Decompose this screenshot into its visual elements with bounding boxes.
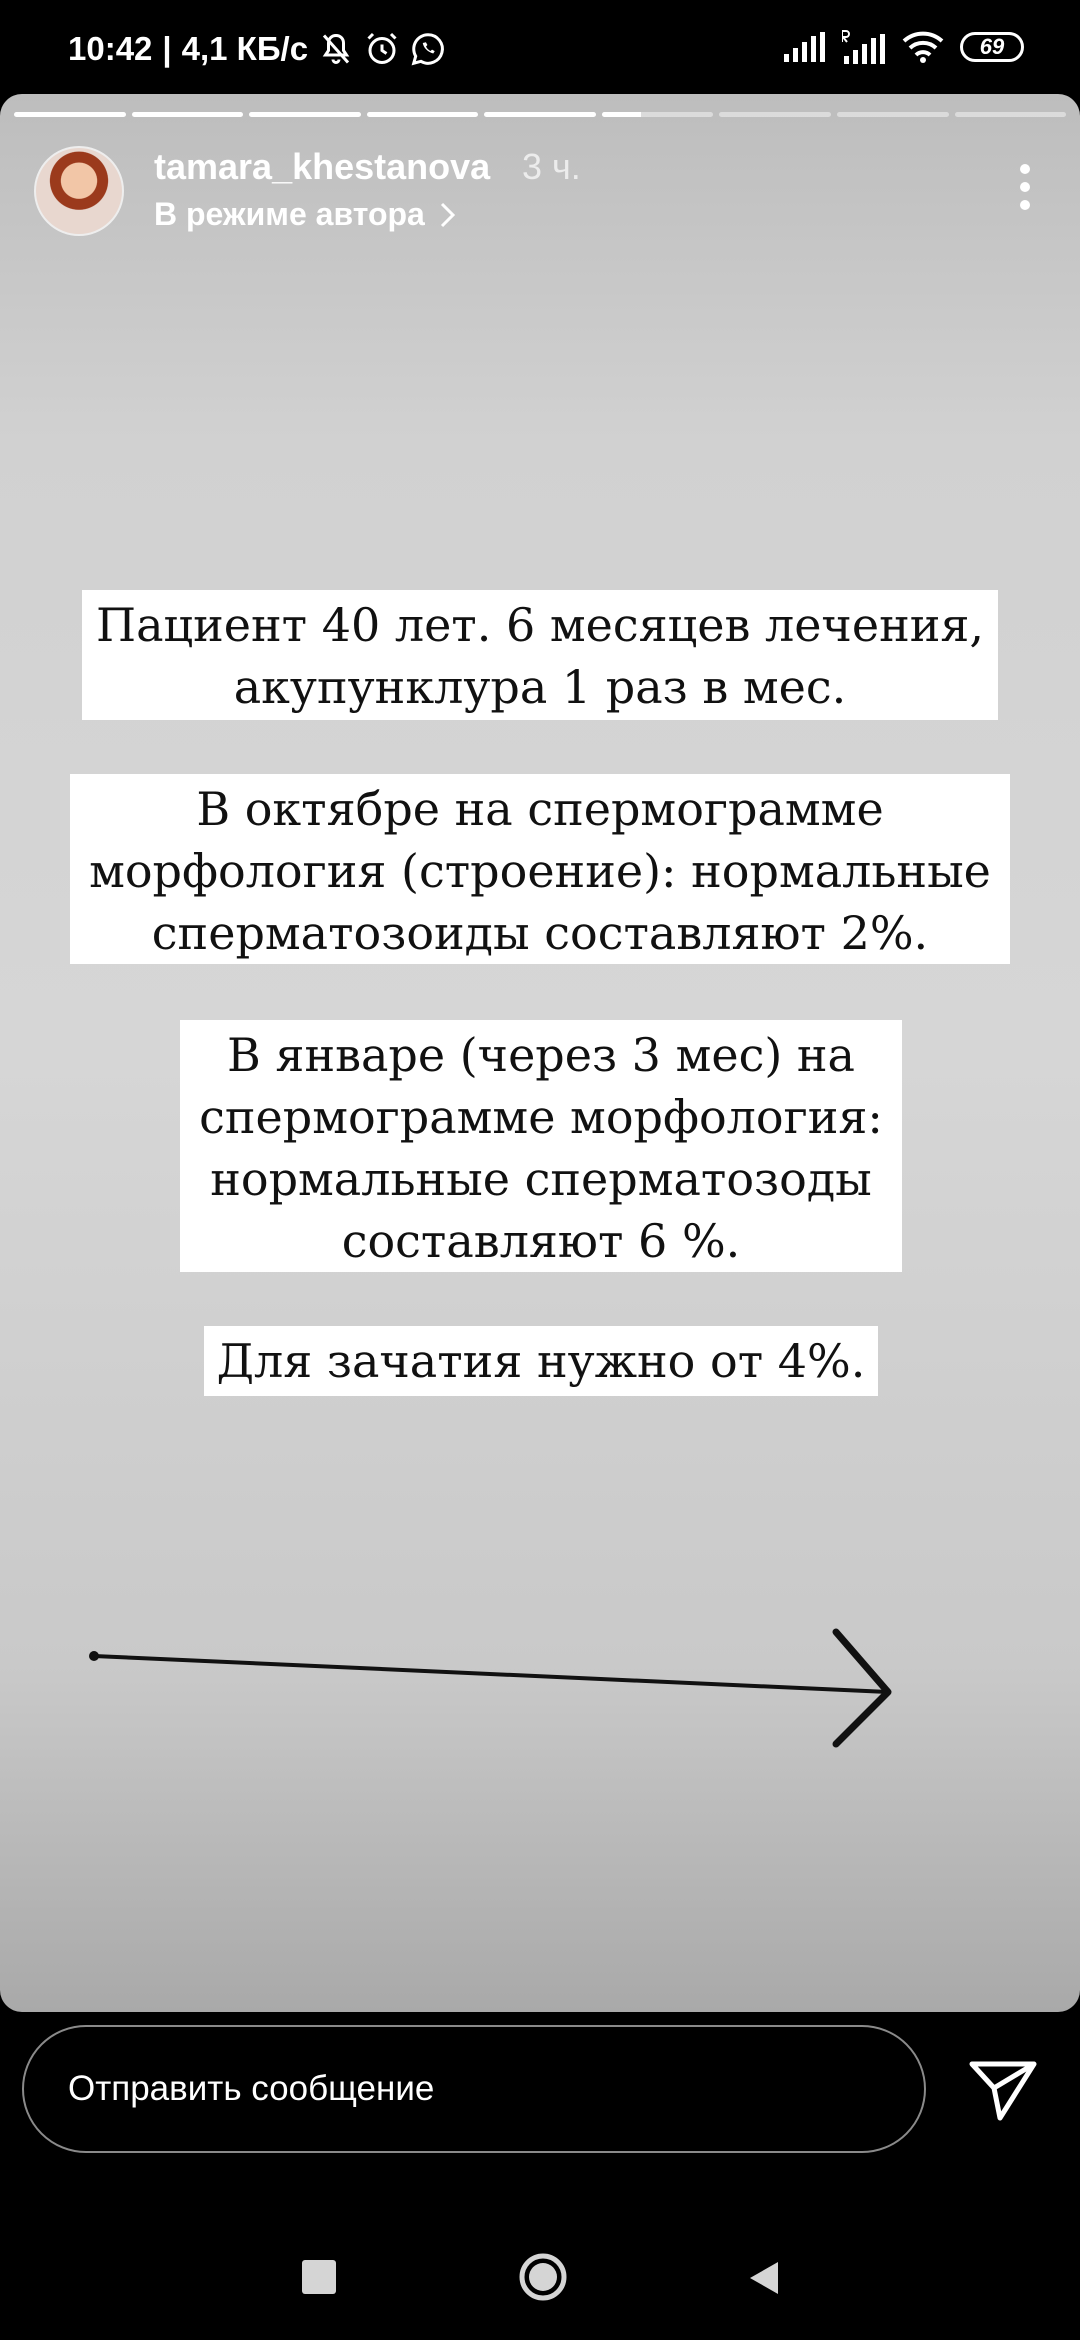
story-view[interactable]	[0, 94, 1080, 2012]
story-progress-segment	[719, 112, 831, 117]
story-progress-fill	[249, 112, 361, 117]
text-line: В январе (через 3 мес) на	[227, 1028, 855, 1082]
home-button[interactable]	[518, 2252, 568, 2302]
author-mode-link[interactable]	[154, 196, 457, 233]
text-line: составляют 6 %.	[341, 1214, 741, 1268]
send-icon[interactable]	[968, 2058, 1038, 2122]
story-progress-segment	[367, 112, 479, 117]
story-progress-segment	[132, 112, 244, 117]
avatar[interactable]	[34, 146, 124, 236]
battery-level: 69	[979, 34, 1005, 59]
text-line: спермограмме морфология:	[199, 1090, 883, 1144]
story-progress-fill	[132, 112, 244, 117]
story-username[interactable]: tamara_khestanova	[154, 146, 491, 187]
story-progress-fill	[484, 112, 596, 117]
wifi-icon	[902, 31, 944, 63]
story-progress-fill	[602, 112, 641, 117]
back-button[interactable]	[744, 2258, 784, 2298]
more-options-icon[interactable]	[1018, 164, 1032, 218]
story-progress-fill	[367, 112, 479, 117]
text-line: Пациент 40 лет. 6 месяцев лечения,	[95, 598, 985, 652]
network-speed: 4,1 КБ/с	[181, 30, 309, 67]
text-line: нормальные сперматозоды	[210, 1152, 872, 1206]
story-progress-segment	[602, 112, 714, 117]
story-progress-bar	[14, 112, 1066, 118]
story-progress-segment	[249, 112, 361, 117]
text-block-2	[70, 774, 1010, 964]
alarm-icon	[364, 31, 400, 67]
status-right	[782, 30, 1024, 64]
whatsapp-icon	[410, 31, 446, 67]
story-time-ago: 3 ч.	[522, 146, 581, 187]
text-line: морфология (строение): нормальные	[89, 844, 991, 898]
story-progress-fill	[14, 112, 126, 117]
text-block-3	[180, 1020, 902, 1272]
story-progress-segment	[14, 112, 126, 117]
message-input[interactable]	[22, 2025, 926, 2153]
status-bar	[0, 0, 1080, 96]
story-progress-segment	[484, 112, 596, 117]
status-time: 10:42	[68, 30, 153, 67]
text-block-1	[82, 590, 998, 720]
message-placeholder: Отправить сообщение	[68, 2069, 435, 2108]
author-mode-label: В режиме автора	[154, 196, 425, 232]
chevron-right-icon	[439, 201, 457, 229]
text-block-4	[204, 1326, 878, 1396]
story-progress-segment	[955, 112, 1067, 117]
text-line: Для зачатия нужно от 4%.	[216, 1334, 866, 1388]
signal-roaming-icon	[842, 30, 886, 64]
signal-icon	[782, 32, 826, 62]
text-line: В октябре на спермограмме	[196, 782, 884, 836]
arrow-right-icon	[80, 1624, 920, 1804]
story-progress-segment	[837, 112, 949, 117]
notifications-off-icon	[318, 31, 354, 67]
recent-apps-button[interactable]	[302, 2260, 336, 2294]
text-line: сперматозоиды составляют 2%.	[151, 906, 929, 960]
status-separator: |	[162, 30, 172, 67]
battery-icon	[960, 32, 1024, 62]
status-left	[68, 30, 446, 68]
text-line: акупунклура 1 раз в мес.	[233, 660, 847, 714]
